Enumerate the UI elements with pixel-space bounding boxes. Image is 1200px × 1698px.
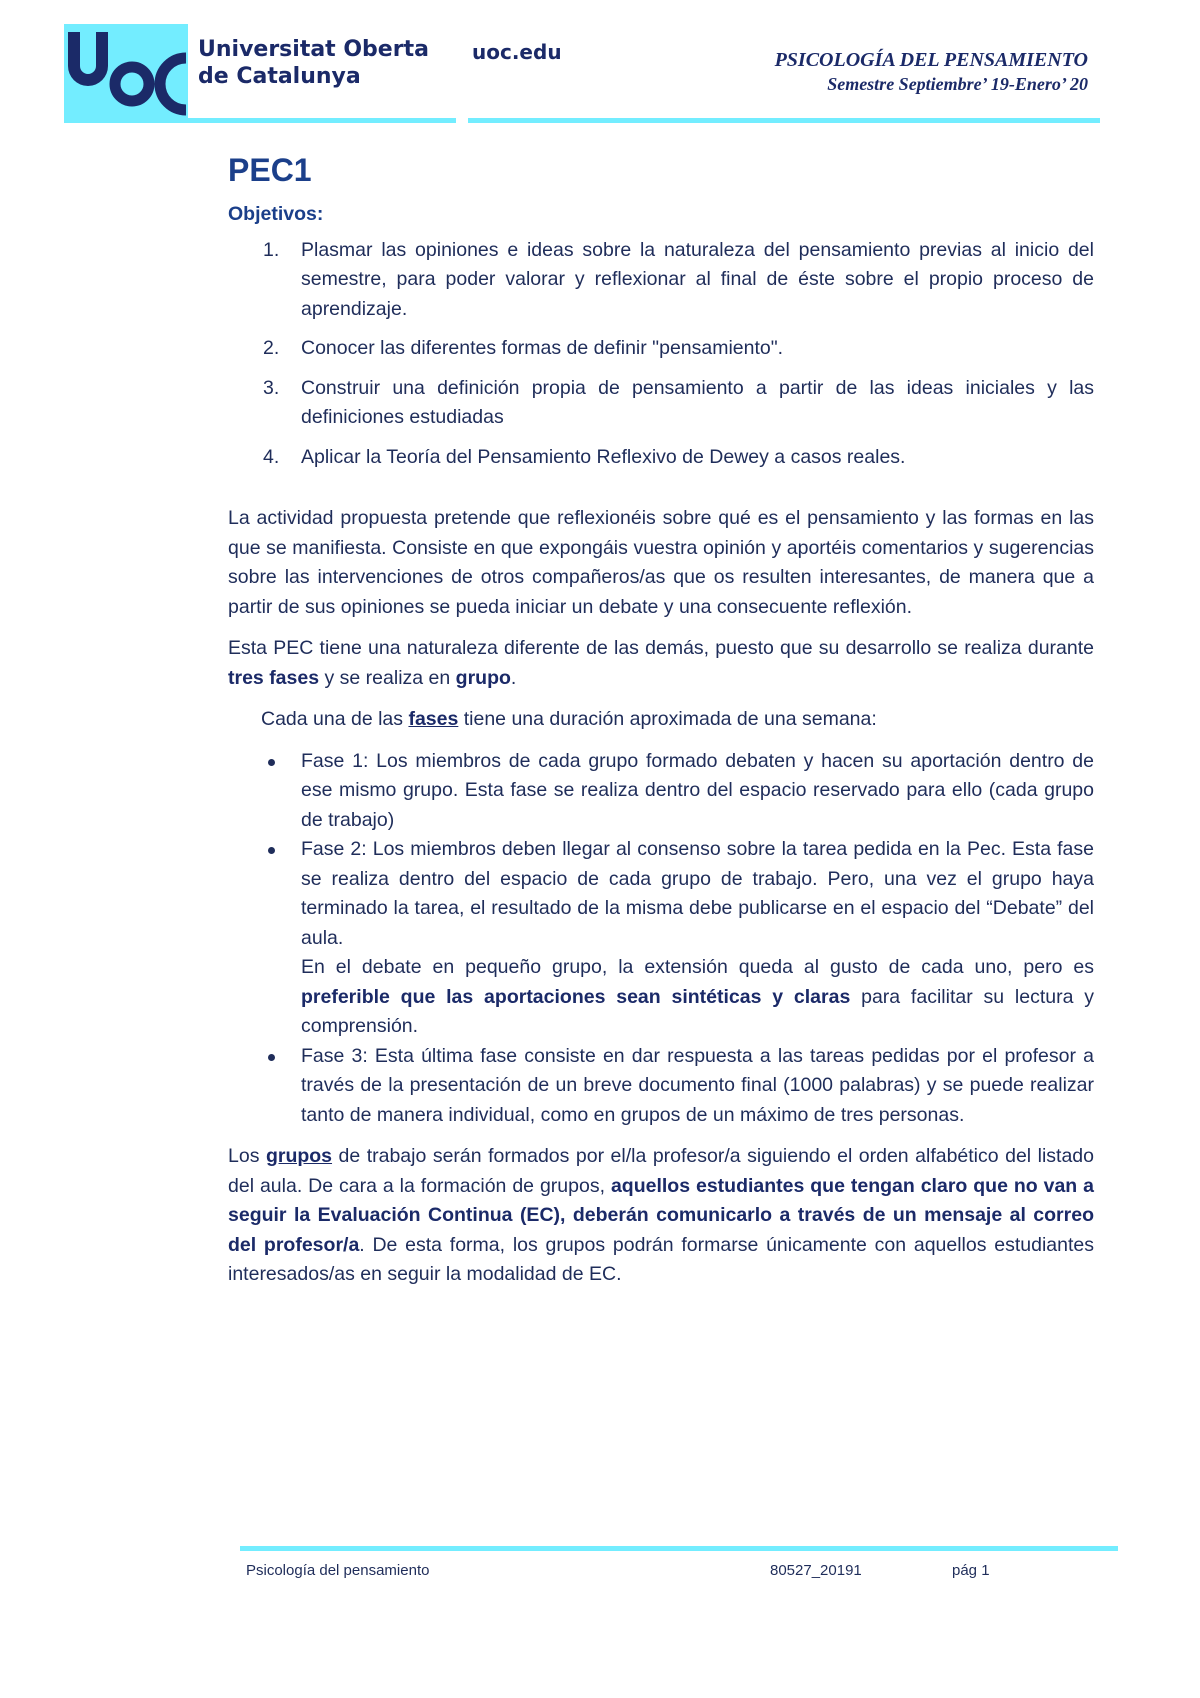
course-header: [775, 48, 1088, 96]
brand-line-1: Universitat Oberta: [198, 37, 429, 62]
list-item: 1. Plasmar las opiniones e ideas sobre la naturaleza del pensamiento previas al inicio del semestre, para poder valorar y reflexionar al final de éste sobre el propio proceso de aprendizaje.: [263, 238, 1094, 320]
header-divider-left: [64, 118, 456, 123]
semester-label: Semestre Septiembre’ 19-Enero’ 20: [827, 74, 1088, 94]
groups-paragraph: Los grupos de trabajo serán formados por el/la profesor/a siguiendo el orden alfabético del listado del aula. De cara a la formación de grupos, aquellos estudiantes que tengan claro que no van a seguir la Evaluación Continua (EC), deberán comunicarlo a través de un mensaje al correo del profesor/a. De esta forma, los grupos podrán formarse únicamente con aquellos estudiantes interesados/as en seguir la modalidad de EC.: [228, 1145, 1094, 1285]
uoc-logo-letters-icon: [64, 24, 188, 122]
phase-2-note: En el debate en pequeño grupo, la extensión queda al gusto de cada uno, pero es preferible que las aportaciones sean sintéticas y claras para facilitar su lectura y comprensión.: [301, 956, 1094, 1037]
footer-code: 80527_20191: [770, 1562, 862, 1579]
footer-divider: [240, 1546, 1118, 1551]
phases-list: [228, 747, 1094, 1131]
bullet-icon: [268, 759, 275, 766]
university-name: [198, 36, 429, 90]
objectives-heading: Objetivos:: [228, 203, 324, 225]
document-body: [228, 150, 1094, 1302]
list-item: Fase 1: Los miembros de cada grupo formado debaten y hacen su aportación dentro de ese mismo grupo. Esta fase se realiza dentro del espacio reservado para ello (cada grupo de trabajo): [228, 747, 1094, 836]
objectives-list: [228, 236, 1094, 473]
activity-paragraph: La actividad propuesta pretende que reflexionéis sobre qué es el pensamiento y las formas en las que se manifiesta. Consiste en que expongáis vuestra opinión y aportéis comentarios y sugerencias sobre las intervenciones de otros compañeros/as que os resulten interesantes, de manera que a partir de sus opiniones se pueda iniciar un debate y una consecuente reflexión.: [228, 507, 1094, 618]
brand-line-2: de Catalunya: [198, 64, 361, 89]
duration-paragraph: Cada una de las fases tiene una duración aproximada de una semana:: [261, 708, 877, 730]
bullet-icon: [268, 847, 275, 854]
list-item: Fase 3: Esta última fase consiste en dar respuesta a las tareas pedidas por el profesor a través de la presentación de un breve documento final (1000 palabras) y se puede realizar tanto de manera individual, como en grupos de un máximo de tres personas.: [228, 1042, 1094, 1131]
list-item: 2. Conocer las diferentes formas de definir "pensamiento".: [263, 337, 784, 359]
list-item: 4. Aplicar la Teoría del Pensamiento Reflexivo de Dewey a casos reales.: [263, 445, 906, 468]
page-number: pág 1: [952, 1562, 990, 1579]
phases-intro-paragraph: Esta PEC tiene una naturaleza diferente de las demás, puesto que su desarrollo se realiza durante tres fases y se realiza en grupo.: [228, 637, 1094, 689]
header-divider-right: [468, 118, 1100, 123]
website-link[interactable]: uoc.edu: [472, 40, 562, 64]
footer-course: Psicología del pensamiento: [246, 1562, 430, 1579]
list-item: Fase 2: Los miembros deben llegar al consenso sobre la tarea pedida en la Pec. Esta fase se realiza dentro del espacio de cada grupo de trabajo. Pero, una vez el grupo haya terminado la tarea, el resultado de la misma debe publicarse en el espacio del “Debate” del aula.: [228, 835, 1094, 953]
page-title: PEC1: [228, 152, 312, 188]
course-title: PSICOLOGÍA DEL PENSAMIENTO: [774, 49, 1088, 71]
bullet-icon: [268, 1054, 275, 1061]
list-item: 3. Construir una definición propia de pensamiento a partir de las ideas iniciales y las definiciones estudiadas: [263, 376, 1094, 428]
